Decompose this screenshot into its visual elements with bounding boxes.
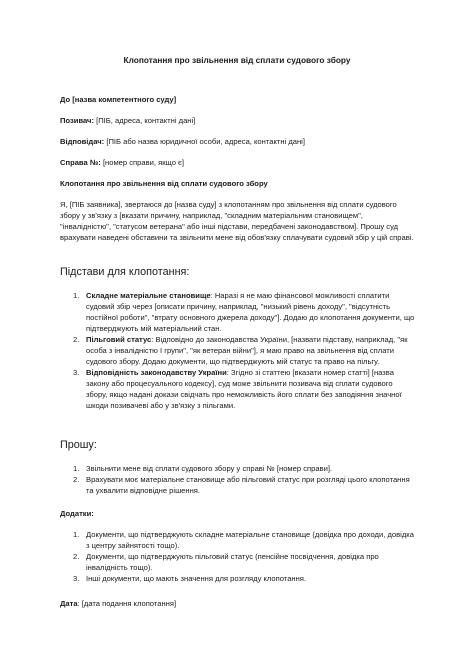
- request-item-number: 2.: [73, 475, 80, 484]
- grounds-item-number: 3.: [73, 368, 80, 377]
- defendant-line: [60, 136, 415, 147]
- document-title: Клопотання про звільнення від сплати судового збору: [123, 55, 351, 65]
- attachment-item-number: 1.: [73, 530, 80, 539]
- attachments-heading: Додатки:: [60, 509, 94, 518]
- grounds-item-text: : Відповідно до законодавства України, [назвати підставу, наприклад, "як особа з інвалідністю I групи", "як ветеран війни"], я маю право на звільнення від сплати судового збору. Додаю документи, що підтверджують мій статус та право на пільгу.: [86, 335, 408, 366]
- date-value: : [дата подання клопотання]: [77, 599, 177, 608]
- plaintiff-label: Позивач:: [60, 116, 94, 125]
- grounds-item-text: : Згідно зі статтею [вказати номер статті] [назва закону або процесуального кодексу], суд може звільнити позивача від сплати судового збору, якщо надані докази свідчать про неможливість його сплати без заподіяння значної шкоди позивачеві або у зв'язку з пільгами.: [86, 368, 402, 410]
- case-line: [60, 157, 415, 168]
- grounds-item-title: Складне матеріальне становище: [86, 291, 211, 300]
- request-item-text: Звільнити мене від сплати судового збору у справі № [номер справи].: [86, 464, 333, 473]
- section-subtitle: Клопотання про звільнення від сплати судового збору: [60, 179, 268, 188]
- grounds-item: [60, 334, 415, 367]
- attachment-item: [60, 573, 415, 584]
- grounds-item: [60, 367, 415, 411]
- grounds-heading: Підстави для клопотання:: [60, 266, 190, 278]
- defendant-value: [ПІБ або назва юридичної особи, адреса, контактні дані]: [104, 137, 305, 146]
- request-item-number: 1.: [73, 464, 80, 473]
- attachment-item-text: Документи, що підтверджують складне матеріальне становище (довідка про доходи, довідка з центру зайнятості тощо).: [86, 530, 414, 550]
- plaintiff-value: [ПІБ, адреса, контактні дані]: [93, 116, 196, 125]
- attachment-item-text: Документи, що підтверджують пільговий статус (пенсійне посвідчення, довідка про інвалідність тощо).: [86, 552, 379, 572]
- intro-paragraph: Я, [ПІБ заявника], звертаюся до [назва суду] з клопотанням про звільнення від сплати судового збору у зв'язку з [вказати причину, наприклад, "складним матеріальним становищем", "інвалідністю", "статусом ветерана" або інші підстави, передбачені законодавством]. Прошу суд врахувати наведені обставини та звільнити мене від обов'язку сплачувати судовий збір у цій справі.: [60, 200, 414, 242]
- plaintiff-line: [60, 115, 415, 126]
- grounds-item-number: 2.: [73, 335, 80, 344]
- request-item-text: Врахувати моє матеріальне становище або пільговий статус при розгляді цього клопотання та ухвалити відповідне рішення.: [86, 475, 410, 495]
- date-line: [60, 598, 415, 609]
- attachment-item: [60, 529, 415, 551]
- request-item: [60, 474, 415, 496]
- attachment-item-number: 3.: [73, 574, 80, 583]
- attachment-item-text: Інші документи, що мають значення для розгляду клопотання.: [86, 574, 307, 583]
- date-label: Дата: [60, 599, 78, 608]
- request-item: [60, 463, 415, 474]
- grounds-item-title: Пільговий статус: [86, 335, 152, 344]
- attachments-list: [60, 529, 415, 584]
- grounds-item-number: 1.: [73, 291, 80, 300]
- case-value: [номер справи, якщо є]: [100, 158, 185, 167]
- court-addressee: До [назва компетентного суду]: [60, 95, 177, 104]
- grounds-item: [60, 290, 415, 334]
- defendant-label: Відповідач:: [60, 137, 105, 146]
- attachment-item: [60, 551, 415, 573]
- attachment-item-number: 2.: [73, 552, 80, 561]
- grounds-item-text: : Наразі я не маю фінансової можливості сплатити судовий збір через [описати причину, наприклад, "низький рівень доходу", "відсутність постійної роботи", "втрату основного джерела доходу"]. Додаю до клопотання документи, що підтверджують мій матеріальний стан.: [86, 291, 415, 333]
- request-list: [60, 463, 415, 496]
- request-heading: Прошу:: [60, 439, 97, 451]
- grounds-list: [60, 290, 415, 411]
- case-label: Справа №:: [60, 158, 101, 167]
- grounds-item-title: Відповідність законодавству України: [86, 368, 227, 377]
